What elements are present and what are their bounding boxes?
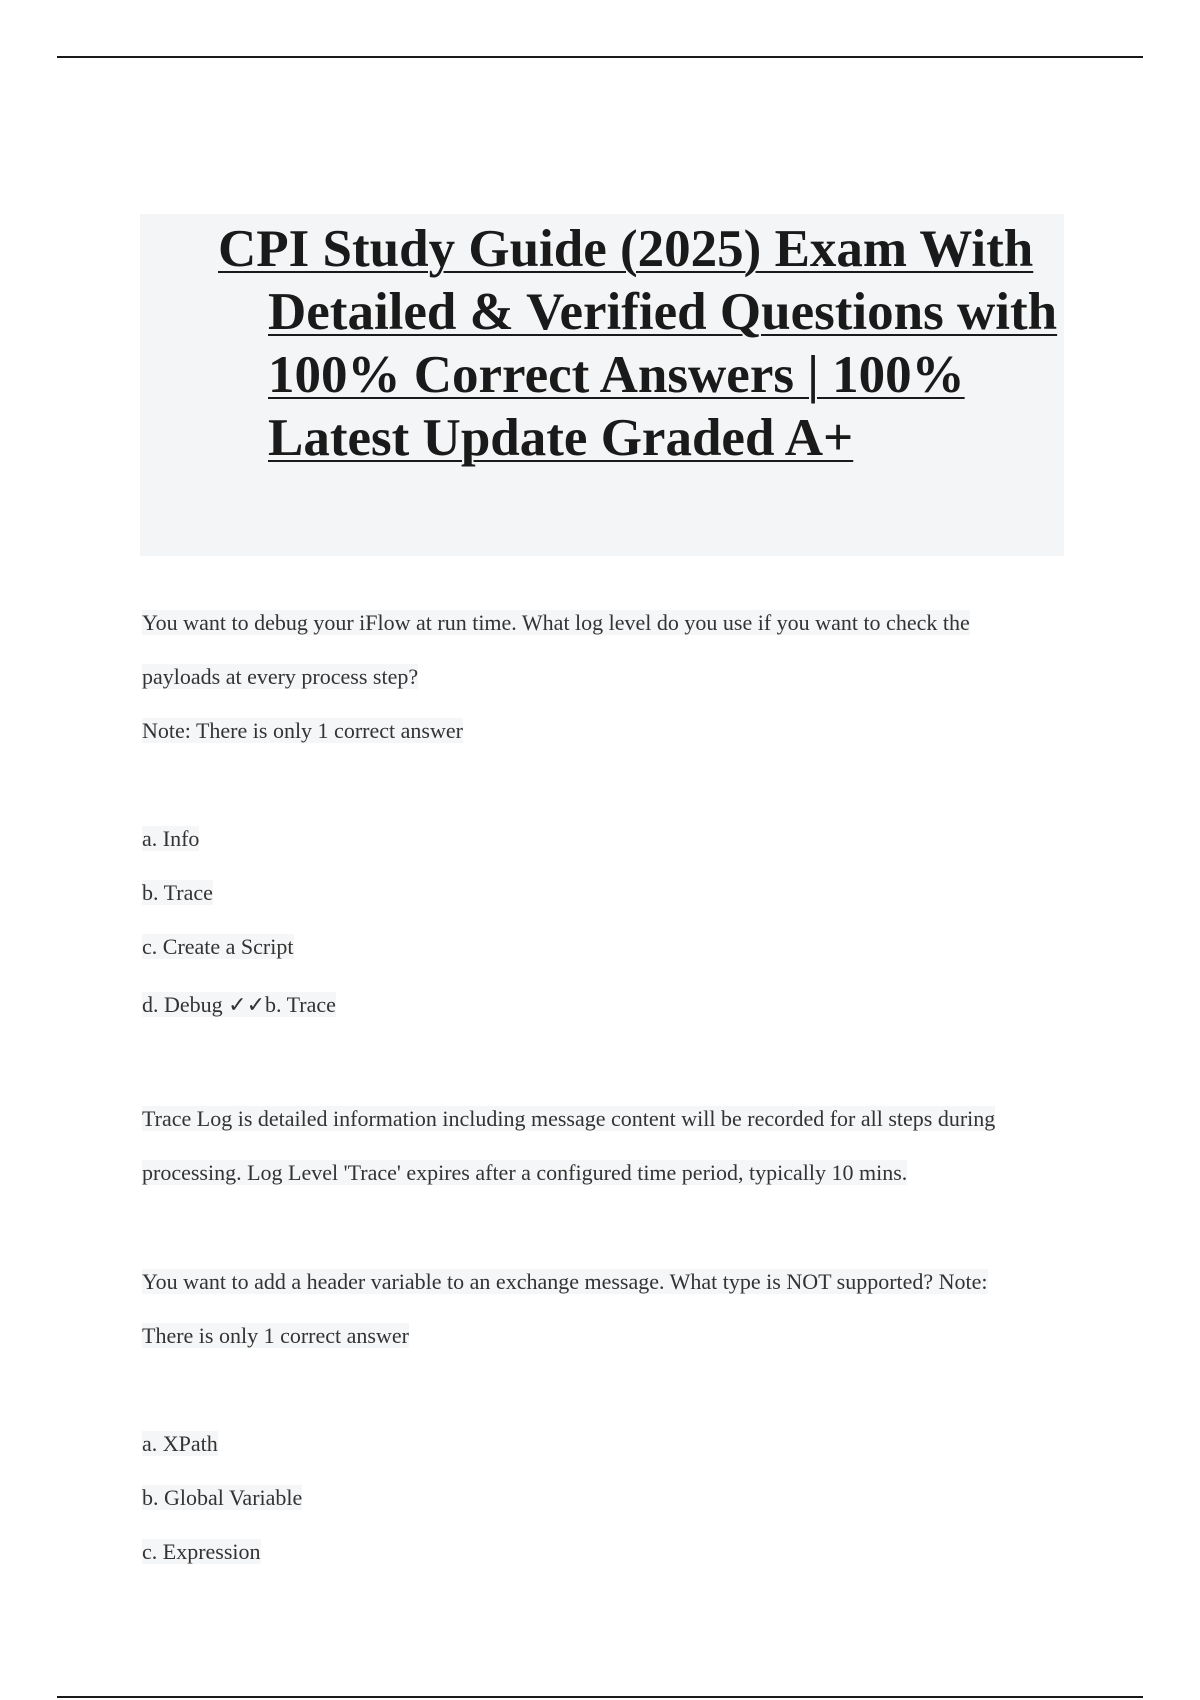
- document-title: CPI Study Guide (2025) Exam With Detailed & Verified Questions with 100% Correct Answers | 100% Latest Update Graded A+: [218, 220, 1058, 467]
- question-1-stem-line-1: You want to debug your iFlow at run time. What log level do you use if you want to check the: [142, 610, 970, 635]
- question-2-stem-line-2: There is only 1 correct answer: [142, 1323, 409, 1348]
- question-1-explanation-line-2: processing. Log Level 'Trace' expires after a configured time period, typically 10 mins.: [142, 1160, 908, 1185]
- question-1-option-a: a. Info: [142, 826, 200, 851]
- question-2-option-a: a. XPath: [142, 1431, 218, 1456]
- question-1-explanation-line-1: Trace Log is detailed information including message content will be recorded for all steps during: [142, 1106, 996, 1131]
- question-1-option-d-answer: d. Debug ✓✓b. Trace: [142, 992, 336, 1017]
- question-1-option-c: c. Create a Script: [142, 934, 294, 959]
- top-rule: [57, 56, 1143, 58]
- question-2-stem-line-1: You want to add a header variable to an exchange message. What type is NOT supported? Note:: [142, 1269, 988, 1294]
- question-1-option-b: b. Trace: [142, 880, 213, 905]
- question-1-stem-line-2: payloads at every process step?: [142, 664, 419, 689]
- question-1-note: Note: There is only 1 correct answer: [142, 718, 463, 743]
- question-2-option-c: c. Expression: [142, 1539, 261, 1564]
- bottom-rule: [57, 1696, 1143, 1698]
- question-2-option-b: b. Global Variable: [142, 1485, 303, 1510]
